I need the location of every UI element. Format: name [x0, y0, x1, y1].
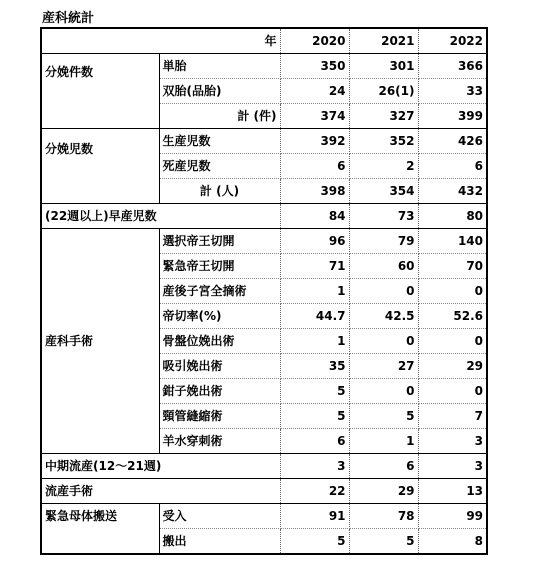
cell-value: 0	[418, 329, 487, 354]
row-label: 産後子宮全摘術	[159, 279, 280, 304]
row-label: 羊水穿刺術	[159, 429, 280, 454]
cell-value: 6	[280, 154, 349, 179]
cell-value: 6	[280, 429, 349, 454]
cell-value: 352	[349, 129, 418, 154]
cell-value: 5	[280, 404, 349, 429]
cell-value: 426	[418, 129, 487, 154]
cell-value: 3	[418, 454, 487, 479]
table-row	[41, 229, 487, 254]
year-2022: 2022	[418, 28, 487, 54]
cell-value: 0	[349, 329, 418, 354]
cell-value: 96	[280, 229, 349, 254]
cell-value: 79	[349, 229, 418, 254]
category-label: 分娩件数	[41, 54, 159, 129]
cell-value: 301	[349, 54, 418, 79]
cell-value: 27	[349, 354, 418, 379]
cell-value: 5	[349, 529, 418, 555]
cell-value: 22	[280, 479, 349, 504]
cell-value: 60	[349, 254, 418, 279]
table-row	[41, 479, 487, 504]
cell-value: 374	[280, 104, 349, 129]
row-label: 計 (件)	[159, 104, 280, 129]
cell-value: 35	[280, 354, 349, 379]
year-2020: 2020	[280, 28, 349, 54]
cell-value: 5	[280, 379, 349, 404]
cell-value: 26(1)	[349, 79, 418, 104]
cell-value: 0	[349, 379, 418, 404]
row-label: 帝切率(%)	[159, 304, 280, 329]
cell-value: 42.5	[349, 304, 418, 329]
cell-value: 52.6	[418, 304, 487, 329]
cell-value: 3	[418, 429, 487, 454]
row-label: 死産児数	[159, 154, 280, 179]
cell-value: 1	[349, 429, 418, 454]
cell-value: 0	[349, 279, 418, 304]
cell-value: 354	[349, 179, 418, 204]
row-label: 流産手術	[41, 479, 280, 504]
cell-value: 33	[418, 79, 487, 104]
row-label: 単胎	[159, 54, 280, 79]
cell-value: 8	[418, 529, 487, 555]
cell-value: 78	[349, 504, 418, 529]
cell-value: 0	[418, 379, 487, 404]
row-label: 吸引娩出術	[159, 354, 280, 379]
cell-value: 99	[418, 504, 487, 529]
cell-value: 13	[418, 479, 487, 504]
row-label: 選択帝王切開	[159, 229, 280, 254]
category-label: 緊急母体搬送	[41, 504, 159, 555]
cell-value: 6	[349, 454, 418, 479]
cell-value: 91	[280, 504, 349, 529]
cell-value: 24	[280, 79, 349, 104]
row-label: 双胎(品胎)	[159, 79, 280, 104]
cell-value: 29	[418, 354, 487, 379]
cell-value: 70	[418, 254, 487, 279]
row-label: 緊急帝王切開	[159, 254, 280, 279]
cell-value: 350	[280, 54, 349, 79]
cell-value: 5	[349, 404, 418, 429]
cell-value: 44.7	[280, 304, 349, 329]
row-label: 中期流産(12～21週)	[41, 454, 280, 479]
cell-value: 84	[280, 204, 349, 229]
cell-value: 7	[418, 404, 487, 429]
cell-value: 327	[349, 104, 418, 129]
row-label: 骨盤位娩出術	[159, 329, 280, 354]
category-label: 分娩児数	[41, 129, 159, 204]
row-label: (22週以上)早産児数	[41, 204, 280, 229]
cell-value: 29	[349, 479, 418, 504]
cell-value: 432	[418, 179, 487, 204]
row-label: 搬出	[159, 529, 280, 555]
cell-value: 3	[280, 454, 349, 479]
cell-value: 140	[418, 229, 487, 254]
cell-value: 1	[280, 329, 349, 354]
cell-value: 80	[418, 204, 487, 229]
table-row	[41, 454, 487, 479]
header-row	[41, 28, 487, 54]
table-row	[41, 204, 487, 229]
table-row	[41, 54, 487, 79]
cell-value: 6	[418, 154, 487, 179]
page-title: 産科統計	[42, 11, 95, 26]
category-label: 産科手術	[41, 229, 159, 454]
year-header: 年	[41, 28, 280, 54]
table-row	[41, 504, 487, 529]
row-label: 鉗子娩出術	[159, 379, 280, 404]
cell-value: 0	[418, 279, 487, 304]
cell-value: 73	[349, 204, 418, 229]
year-2021: 2021	[349, 28, 418, 54]
row-label: 生産児数	[159, 129, 280, 154]
cell-value: 392	[280, 129, 349, 154]
cell-value: 398	[280, 179, 349, 204]
row-label: 計 (人)	[159, 179, 280, 204]
row-label: 受入	[159, 504, 280, 529]
obstetrics-statistics-table	[40, 27, 488, 555]
cell-value: 2	[349, 154, 418, 179]
cell-value: 71	[280, 254, 349, 279]
table-row	[41, 129, 487, 154]
cell-value: 399	[418, 104, 487, 129]
cell-value: 1	[280, 279, 349, 304]
cell-value: 366	[418, 54, 487, 79]
cell-value: 5	[280, 529, 349, 555]
row-label: 頸管縫縮術	[159, 404, 280, 429]
